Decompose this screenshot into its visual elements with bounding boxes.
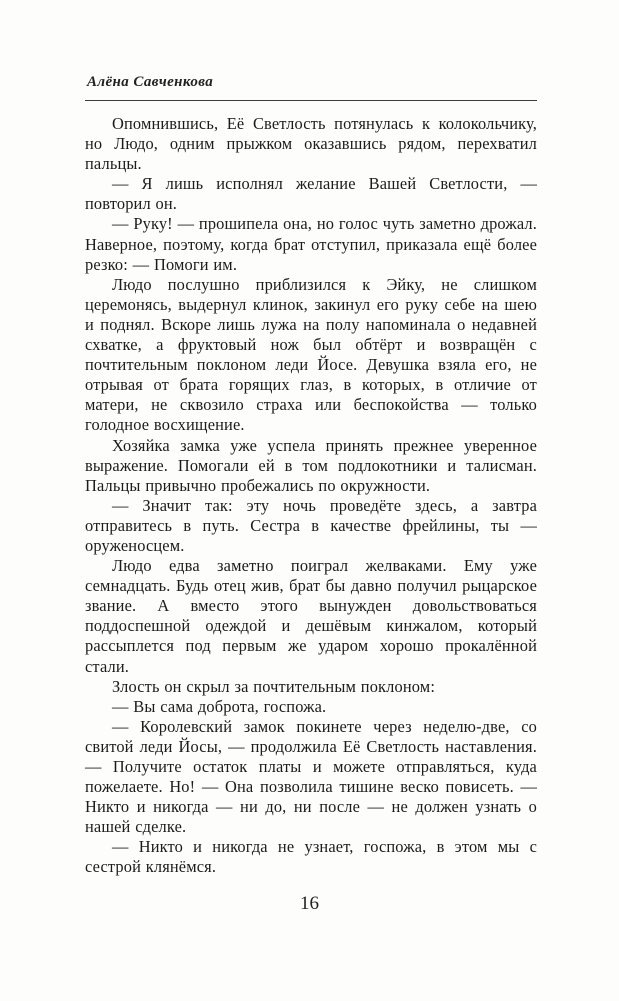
paragraph: — Руку! — прошипела она, но голос чуть заметно дрожал. Наверное, поэтому, когда брат отступил, приказала ещё более резко: — Помоги им. xyxy=(85,214,537,274)
paragraph: — Никто и никогда не узнает, госпожа, в этом мы с сестрой клянёмся. xyxy=(85,837,537,877)
paragraph: Хозяйка замка уже успела принять прежнее уверенное выражение. Помогали ей в том подлокотники и талисман. Пальцы привычно пробежались по окружности. xyxy=(85,435,537,495)
header-rule xyxy=(85,100,537,101)
paragraph: — Вы сама доброта, госпожа. xyxy=(112,696,327,716)
running-header-author: Алёна Савченкова xyxy=(87,74,214,90)
paragraph: — Значит так: эту ночь проведёте здесь, а завтра отправитесь в путь. Сестра в качестве фрейлины, ты — оруженосцем. xyxy=(85,495,537,555)
body-text xyxy=(85,114,537,878)
paragraph: Злость он скрыл за почтительным поклоном: xyxy=(112,676,436,696)
paragraph: — Я лишь исполнял желание Вашей Светлости, — повторил он. xyxy=(85,174,537,214)
paragraph: Людо едва заметно поиграл желваками. Ему уже семнадцать. Будь отец жив, брат бы давно получил рыцарское звание. А вместо этого вынужден довольствоваться поддоспешной одеждой и дешёвым кинжалом, который рассыплется под первым же ударом хорошо прокалённой стали. xyxy=(85,556,537,676)
paragraph: Опомнившись, Её Светлость потянулась к колокольчику, но Людо, одним прыжком оказавшись рядом, перехватил пальцы. xyxy=(85,114,537,174)
page-number: 16 xyxy=(300,893,319,914)
paragraph: — Королевский замок покинете через неделю-две, со свитой леди Йосы, — продолжила Её Светлость наставления. — Получите остаток платы и можете отправляться, куда пожелаете. Но! — Она позволила тишине веско повисеть. — Никто и никогда — ни до, ни после — не должен узнать о нашей сделке. xyxy=(85,716,537,837)
paragraph: Людо послушно приблизился к Эйку, не слишком церемонясь, выдернул клинок, закинул его руку себе на шею и поднял. Вскоре лишь лужа на полу напоминала о недавней схватке, а фруктовый нож был обтёрт и возвращён с почтительным поклоном леди Йосе. Девушка взяла его, не отрывая от брата горящих глаз, в которых, в отличие от матери, не сквозило страха или беспокойства — только голодное восхищение. xyxy=(85,274,537,435)
